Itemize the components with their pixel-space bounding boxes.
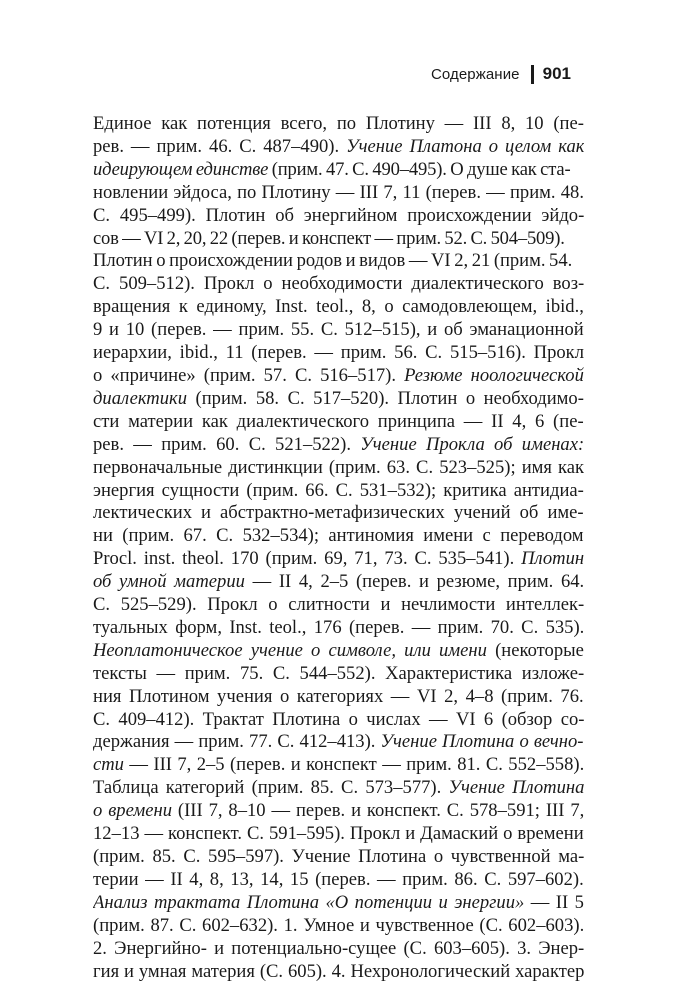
italic-text-segment: об умной материи xyxy=(93,571,245,593)
text-segment: С. 525–529). Прокл о слитности и нечлимости интеллек- xyxy=(93,594,584,616)
text-line xyxy=(93,640,584,663)
text-line xyxy=(93,296,584,319)
text-segment: энергия сущности (прим. 66. С. 531–532); критика антидиа- xyxy=(93,479,584,501)
text-line xyxy=(93,892,584,915)
text-line xyxy=(93,525,584,548)
text-segment: 12–13 — конспект. С. 591–595). Прокл и Дамаский о времени xyxy=(93,823,584,845)
text-line xyxy=(93,502,584,525)
text-line xyxy=(93,548,584,571)
text-line xyxy=(93,273,584,296)
text-line xyxy=(93,846,584,869)
italic-text-segment: идеирующем единстве xyxy=(93,158,269,180)
text-line xyxy=(93,388,584,411)
text-segment: С. 509–512). Прокл о необходимости диалектического воз- xyxy=(93,273,584,295)
text-line xyxy=(93,182,584,205)
text-segment: вращения к единому, Inst. teol., 8, о самодовлеющем, ibid., xyxy=(93,296,584,318)
text-line xyxy=(93,228,584,251)
italic-text-segment: Анализ трактата Плотина «О потенции и энергии» xyxy=(93,891,525,913)
text-segment: сти материи как диалектического принципа — II 4, 6 (пе- xyxy=(93,410,584,432)
text-segment: рев. — прим. 46. С. 487–490). xyxy=(93,135,347,157)
text-segment: туальных форм, Inst. teol., 176 (перев. — прим. 70. С. 535). xyxy=(93,616,584,638)
italic-text-segment: Неоплатоническое учение о символе, или имени xyxy=(93,639,487,661)
text-segment: (прим. 58. С. 517–520). Плотин о необходимо- xyxy=(187,387,584,409)
text-segment: Procl. inst. theol. 170 (прим. 69, 71, 73. С. 535–541). xyxy=(93,548,522,570)
text-segment: С. 409–412). Трактат Плотина о числах — VI 6 (обзор со- xyxy=(93,708,584,730)
italic-text-segment: о времени xyxy=(93,800,172,822)
header-divider xyxy=(531,65,534,84)
text-line xyxy=(93,800,584,823)
text-line xyxy=(93,663,584,686)
text-line xyxy=(93,938,584,961)
text-segment: 2. Энергийно- и потенциально-сущее (С. 603–605). 3. Энер- xyxy=(93,937,584,959)
text-line xyxy=(93,961,584,984)
text-segment: терии — II 4, 8, 13, 14, 15 (перев. — прим. 86. С. 597–602). xyxy=(93,868,584,890)
text-segment: гия и умная материя (С. 605). 4. Нехронологический характер xyxy=(93,960,584,982)
text-line xyxy=(93,205,584,228)
text-line xyxy=(93,709,584,732)
text-segment: — III 7, 2–5 (перев. и конспект — прим. 81. С. 552–558). xyxy=(123,754,584,776)
text-line xyxy=(93,594,584,617)
text-line xyxy=(93,411,584,434)
text-segment: Таблица категорий (прим. 85. С. 573–577). xyxy=(93,777,449,799)
text-segment: 9 и 10 (перев. — прим. 55. С. 512–515), и об эманационной xyxy=(93,319,584,341)
text-line xyxy=(93,915,584,938)
text-line xyxy=(93,434,584,457)
text-segment: — II 4, 2–5 (перев. и резюме, прим. 64. xyxy=(244,571,584,593)
text-line xyxy=(93,342,584,365)
text-line xyxy=(93,754,584,777)
body-text xyxy=(93,113,584,983)
text-line xyxy=(93,617,584,640)
text-line xyxy=(93,823,584,846)
text-segment: Единое как потенция всего, по Плотину — III 8, 10 (пе- xyxy=(93,113,584,134)
text-line xyxy=(93,250,584,273)
text-segment: — II 5 xyxy=(524,891,584,913)
text-line xyxy=(93,113,584,136)
text-segment: сов — VI 2, 20, 22 (перев. и конспект — прим. 52. С. 504–509). xyxy=(93,227,565,249)
italic-text-segment: диалектики xyxy=(93,387,187,409)
text-line xyxy=(93,319,584,342)
text-segment: держания — прим. 77. С. 412–413). xyxy=(93,731,381,753)
text-line xyxy=(93,731,584,754)
page-number: 901 xyxy=(542,64,571,83)
text-segment: ния Плотином учения о категориях — VI 2, 4–8 (прим. 76. xyxy=(93,685,584,707)
text-segment: Плотин о происхождении родов и видов — VI 2, 21 (прим. 54. xyxy=(93,250,573,272)
text-segment: лектических и абстрактно-метафизических учений об име- xyxy=(93,502,584,524)
text-line xyxy=(93,365,584,388)
text-segment: о «причине» (прим. 57. С. 516–517). xyxy=(93,364,405,386)
text-segment: рев. — прим. 60. С. 521–522). xyxy=(93,433,361,455)
text-segment: (некоторые xyxy=(486,639,584,661)
text-segment: (прим. 47. С. 490–495). О душе как ста- xyxy=(268,158,571,180)
text-segment: (III 7, 8–10 — перев. и конспект. С. 578–591; III 7, xyxy=(172,800,584,822)
text-line xyxy=(93,571,584,594)
text-line xyxy=(93,457,584,480)
text-line xyxy=(93,869,584,892)
text-segment: первоначальные дистинкции (прим. 63. С. 523–525); имя как xyxy=(93,456,584,478)
text-line xyxy=(93,480,584,503)
italic-text-segment: Учение Платона о целом как xyxy=(346,135,584,157)
italic-text-segment: Резюме ноологической xyxy=(404,364,584,386)
text-line xyxy=(93,136,584,159)
italic-text-segment: Плотин xyxy=(521,548,584,570)
italic-text-segment: Учение Прокла об именах: xyxy=(360,433,584,455)
text-line xyxy=(93,159,584,182)
text-line xyxy=(93,777,584,800)
text-segment: С. 495–499). Плотин об энергийном происхождении эйдо- xyxy=(93,204,584,226)
italic-text-segment: Учение Плотина xyxy=(448,777,584,799)
text-segment: (прим. 85. С. 595–597). Учение Плотина о чувственной ма- xyxy=(93,846,584,867)
header-section-title: Содержание xyxy=(430,65,520,83)
italic-text-segment: Учение Плотина о вечно- xyxy=(380,731,584,753)
running-header xyxy=(431,64,571,84)
italic-text-segment: сти xyxy=(93,754,124,776)
text-segment: новлении эйдоса, по Плотину — III 7, 11 (перев. — прим. 48. xyxy=(93,181,584,203)
text-line xyxy=(93,686,584,709)
text-segment: ни (прим. 67. С. 532–534); антиномия имени с переводом xyxy=(93,525,584,547)
text-segment: тексты — прим. 75. С. 544–552). Характеристика изложе- xyxy=(93,662,584,684)
text-segment: иерархии, ibid., 11 (перев. — прим. 56. С. 515–516). Прокл xyxy=(93,342,584,364)
text-segment: (прим. 87. С. 602–632). 1. Умное и чувственное (С. 602–603). xyxy=(93,914,584,936)
